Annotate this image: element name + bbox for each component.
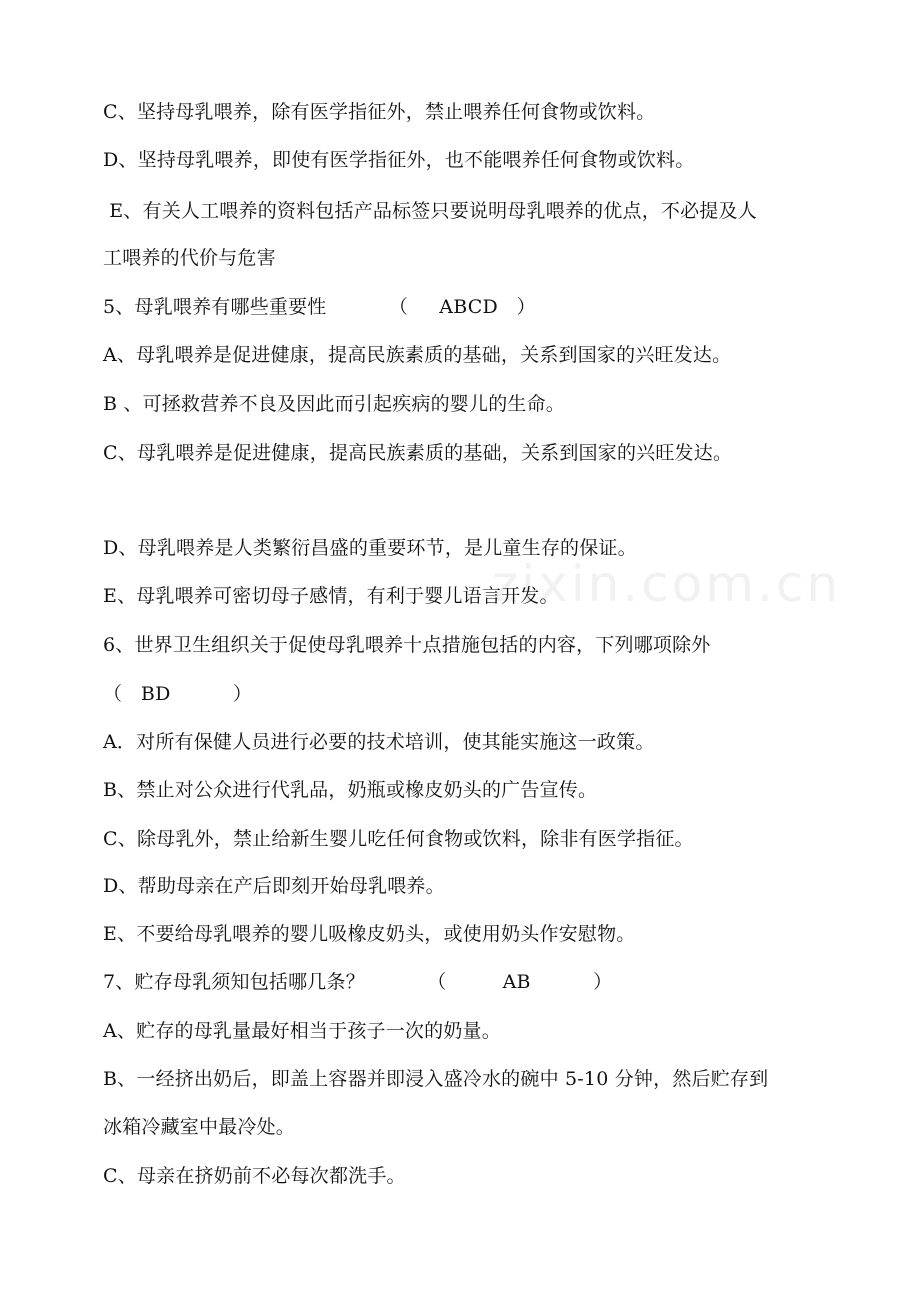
option-line: A、母乳喂养是促进健康，提高民族素质的基础，关系到国家的兴旺发达。: [103, 344, 732, 366]
watermark: zixin.com.cn: [492, 555, 842, 613]
question-line: 7、贮存母乳须知包括哪几条？ （ AB ）: [103, 971, 613, 993]
option-line: A、贮存的母乳量最好相当于孩子一次的奶量。: [103, 1020, 501, 1042]
option-line: E、不要给母乳喂养的婴儿吸橡皮奶头，或使用奶头作安慰物。: [103, 923, 636, 945]
option-line: C、母乳喂养是促进健康，提高民族素质的基础，关系到国家的兴旺发达。: [103, 442, 733, 464]
option-line: 冰箱冷藏室中最冷处。: [103, 1116, 296, 1138]
option-line: C、除母乳外，禁止给新生婴儿吃任何食物或饮料，除非有医学指征。: [103, 828, 694, 850]
answer-line: （ BD ）: [103, 683, 253, 705]
option-line: A．对所有保健人员进行必要的技术培训，使其能实施这一政策。: [103, 731, 655, 753]
option-line: D、坚持母乳喂养，即使有医学指征外，也不能喂养任何食物或饮料。: [103, 149, 695, 171]
option-line: C、坚持母乳喂养，除有医学指征外，禁止喂养任何食物或饮料。: [103, 101, 656, 123]
option-line: E、有关人工喂养的资料包括产品标签只要说明母乳喂养的优点，不必提及人: [103, 200, 757, 222]
option-line: B 、可拯救营养不良及因此而引起疾病的婴儿的生命。: [103, 393, 566, 415]
option-line: 工喂养的代价与危害: [103, 247, 276, 269]
option-line: B、禁止对公众进行代乳品，奶瓶或橡皮奶头的广告宣传。: [103, 779, 598, 801]
question-line: 5、母乳喂养有哪些重要性 （ ABCD ）: [103, 296, 536, 318]
option-line: B、一经挤出奶后，即盖上容器并即浸入盛冷水的碗中 5-10 分钟，然后贮存到: [103, 1068, 769, 1090]
option-line: C、母亲在挤奶前不必每次都洗手。: [103, 1165, 406, 1187]
option-line: D、母乳喂养是人类繁衍昌盛的重要环节，是儿童生存的保证。: [103, 537, 637, 559]
question-line: 6、世界卫生组织关于促使母乳喂养十点措施包括的内容，下列哪项除外: [103, 634, 711, 656]
option-line: D、帮助母亲在产后即刻开始母乳喂养。: [103, 875, 445, 897]
option-line: E、母乳喂养可密切母子感情，有利于婴儿语言开发。: [103, 585, 559, 607]
